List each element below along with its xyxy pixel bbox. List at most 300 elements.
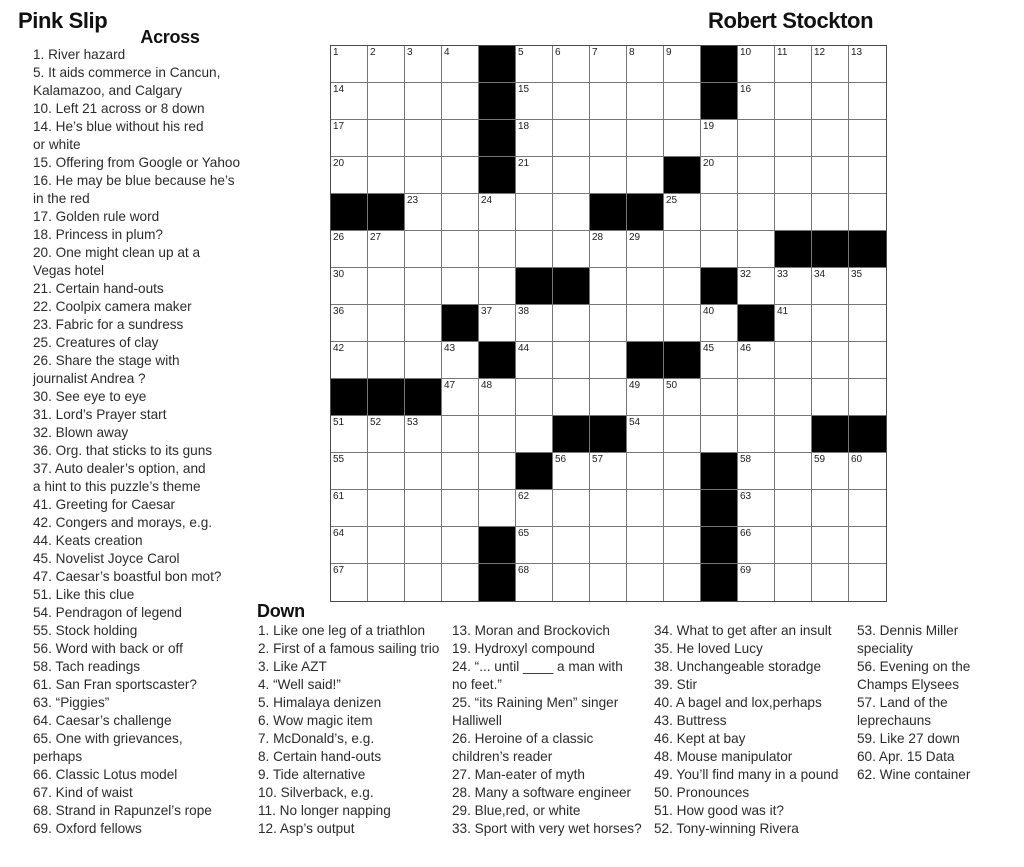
grid-cell-black-r6c14 <box>812 231 849 268</box>
grid-cell-r11c12[interactable] <box>738 416 775 453</box>
grid-cell-r15c14[interactable] <box>812 564 849 601</box>
grid-cell-r7c4[interactable] <box>442 268 479 305</box>
grid-cell-r9c14[interactable] <box>812 342 849 379</box>
down-clue-53: 53. Dennis Miller <box>857 623 959 638</box>
grid-cell-r1c10[interactable] <box>664 46 701 83</box>
grid-cell-r14c10[interactable] <box>664 527 701 564</box>
cell-number: 9 <box>666 47 672 58</box>
grid-cell-r8c11[interactable] <box>701 305 738 342</box>
down-clue-10: 10. Silverback, e.g. <box>258 785 374 800</box>
grid-cell-r6c4[interactable] <box>442 231 479 268</box>
cell-number: 30 <box>333 269 345 280</box>
grid-cell-r7c8[interactable] <box>590 268 627 305</box>
grid-cell-r12c10[interactable] <box>664 453 701 490</box>
grid-cell-r14c3[interactable] <box>405 527 442 564</box>
cell-number: 63 <box>740 491 752 502</box>
grid-cell-r12c8[interactable] <box>590 453 627 490</box>
crossword-grid <box>330 45 887 602</box>
down-clue-7: 7. McDonald’s, e.g. <box>258 731 375 746</box>
grid-cell-r12c9[interactable] <box>627 453 664 490</box>
grid-cell-r3c1[interactable] <box>331 120 368 157</box>
grid-cell-r13c5[interactable] <box>479 490 516 527</box>
down-clue-50: 50. Pronounces <box>654 785 750 800</box>
across-clue-51: 51. Like this clue <box>33 587 135 602</box>
down-clue-57-cont: leprechauns <box>857 713 932 728</box>
grid-cell-r15c13[interactable] <box>775 564 812 601</box>
grid-cell-r8c5[interactable] <box>479 305 516 342</box>
grid-cell-r5c11[interactable] <box>701 194 738 231</box>
grid-cell-r8c14[interactable] <box>812 305 849 342</box>
grid-cell-r3c13[interactable] <box>775 120 812 157</box>
grid-cell-r7c10[interactable] <box>664 268 701 305</box>
grid-cell-r10c7[interactable] <box>553 379 590 416</box>
cell-number: 10 <box>740 47 752 58</box>
grid-cell-black-r10c2 <box>368 379 405 416</box>
cell-number: 42 <box>333 343 345 354</box>
grid-cell-r12c14[interactable] <box>812 453 849 490</box>
grid-cell-r2c2[interactable] <box>368 83 405 120</box>
grid-cell-r15c9[interactable] <box>627 564 664 601</box>
grid-cell-r2c12[interactable] <box>738 83 775 120</box>
grid-cell-r13c7[interactable] <box>553 490 590 527</box>
grid-cell-r3c7[interactable] <box>553 120 590 157</box>
grid-cell-r2c7[interactable] <box>553 83 590 120</box>
grid-cell-r11c3[interactable] <box>405 416 442 453</box>
grid-cell-black-r10c1 <box>331 379 368 416</box>
grid-cell-r4c9[interactable] <box>627 157 664 194</box>
grid-cell-r4c8[interactable] <box>590 157 627 194</box>
grid-cell-black-r1c11 <box>701 46 738 83</box>
grid-cell-black-r7c7 <box>553 268 590 305</box>
grid-cell-r7c1[interactable] <box>331 268 368 305</box>
grid-cell-r5c15[interactable] <box>849 194 886 231</box>
grid-cell-r2c3[interactable] <box>405 83 442 120</box>
down-clue-12: 12. Asp’s output <box>258 821 355 836</box>
grid-cell-r1c1[interactable] <box>331 46 368 83</box>
grid-cell-r9c1[interactable] <box>331 342 368 379</box>
grid-cell-r3c4[interactable] <box>442 120 479 157</box>
cell-number: 52 <box>370 417 382 428</box>
across-clue-list <box>33 46 240 838</box>
grid-cell-r10c9[interactable] <box>627 379 664 416</box>
grid-cell-r15c10[interactable] <box>664 564 701 601</box>
cell-number: 59 <box>814 454 826 465</box>
across-clue-63: 63. “Piggies” <box>33 695 110 710</box>
grid-cell-r12c3[interactable] <box>405 453 442 490</box>
down-clue-1: 1. Like one leg of a triathlon <box>258 623 426 638</box>
grid-cell-r14c12[interactable] <box>738 527 775 564</box>
grid-cell-r1c14[interactable] <box>812 46 849 83</box>
cell-number: 28 <box>592 232 604 243</box>
grid-cell-r9c3[interactable] <box>405 342 442 379</box>
cell-number: 65 <box>518 528 530 539</box>
grid-cell-r9c11[interactable] <box>701 342 738 379</box>
grid-cell-r11c2[interactable] <box>368 416 405 453</box>
down-clue-3: 3. Like AZT <box>258 659 327 674</box>
grid-cell-r4c7[interactable] <box>553 157 590 194</box>
grid-cell-r6c8[interactable] <box>590 231 627 268</box>
down-clue-19: 19. Hydroxyl compound <box>452 641 595 656</box>
grid-cell-black-r1c5 <box>479 46 516 83</box>
grid-cell-r10c8[interactable] <box>590 379 627 416</box>
grid-cell-r13c4[interactable] <box>442 490 479 527</box>
grid-cell-r13c12[interactable] <box>738 490 775 527</box>
grid-cell-r1c13[interactable] <box>775 46 812 83</box>
grid-cell-black-r13c11 <box>701 490 738 527</box>
across-clue-5: 5. It aids commerce in Cancun, <box>33 65 221 80</box>
across-clue-20-cont: Vegas hotel <box>33 263 105 278</box>
cell-number: 54 <box>629 417 641 428</box>
grid-cell-r14c1[interactable] <box>331 527 368 564</box>
down-clue-49: 49. You’ll find many in a pound <box>654 767 839 782</box>
cell-number: 12 <box>814 47 826 58</box>
grid-cell-r11c1[interactable] <box>331 416 368 453</box>
across-clue-14: 14. He’s blue without his red <box>33 119 204 134</box>
cell-number: 27 <box>370 232 382 243</box>
grid-cell-r1c2[interactable] <box>368 46 405 83</box>
grid-cell-r10c14[interactable] <box>812 379 849 416</box>
across-clue-32: 32. Blown away <box>33 425 129 440</box>
down-clue-4: 4. “Well said!” <box>258 677 341 692</box>
across-clue-64: 64. Caesar’s challenge <box>33 713 172 728</box>
across-clue-15: 15. Offering from Google or Yahoo <box>33 155 241 170</box>
down-clue-52: 52. Tony-winning Rivera <box>654 821 799 836</box>
cell-number: 8 <box>629 47 635 58</box>
grid-cell-r3c9[interactable] <box>627 120 664 157</box>
grid-cell-r7c15[interactable] <box>849 268 886 305</box>
grid-cell-r15c8[interactable] <box>590 564 627 601</box>
grid-cell-r9c13[interactable] <box>775 342 812 379</box>
down-clue-40: 40. A bagel and lox,perhaps <box>654 695 822 710</box>
grid-cell-r1c3[interactable] <box>405 46 442 83</box>
grid-cell-r6c5[interactable] <box>479 231 516 268</box>
grid-cell-r13c2[interactable] <box>368 490 405 527</box>
grid-cell-r9c15[interactable] <box>849 342 886 379</box>
down-clue-56-cont: Champs Elysees <box>857 677 959 692</box>
grid-cell-r11c11[interactable] <box>701 416 738 453</box>
grid-cell-r6c1[interactable] <box>331 231 368 268</box>
down-clue-13: 13. Moran and Brockovich <box>452 623 610 638</box>
cell-number: 21 <box>518 158 530 169</box>
grid-cell-r3c10[interactable] <box>664 120 701 157</box>
cell-number: 37 <box>481 306 493 317</box>
across-clue-23: 23. Fabric for a sundress <box>33 317 184 332</box>
grid-cell-r12c4[interactable] <box>442 453 479 490</box>
grid-cell-r1c8[interactable] <box>590 46 627 83</box>
grid-cell-r9c7[interactable] <box>553 342 590 379</box>
grid-cell-r13c10[interactable] <box>664 490 701 527</box>
grid-cell-r2c1[interactable] <box>331 83 368 120</box>
grid-cell-r15c4[interactable] <box>442 564 479 601</box>
across-clue-5-cont: Kalamazoo, and Calgary <box>33 83 182 98</box>
grid-cell-r6c9[interactable] <box>627 231 664 268</box>
grid-cell-r15c6[interactable] <box>516 564 553 601</box>
grid-cell-r12c2[interactable] <box>368 453 405 490</box>
grid-cell-r7c5[interactable] <box>479 268 516 305</box>
grid-cell-r14c7[interactable] <box>553 527 590 564</box>
grid-cell-r10c15[interactable] <box>849 379 886 416</box>
grid-cell-r12c7[interactable] <box>553 453 590 490</box>
grid-cell-r5c7[interactable] <box>553 194 590 231</box>
grid-cell-r2c15[interactable] <box>849 83 886 120</box>
grid-cell-r10c12[interactable] <box>738 379 775 416</box>
grid-cell-r3c8[interactable] <box>590 120 627 157</box>
grid-cell-r10c5[interactable] <box>479 379 516 416</box>
across-clue-54: 54. Pendragon of legend <box>33 605 182 620</box>
grid-cell-r8c13[interactable] <box>775 305 812 342</box>
down-clue-39: 39. Stir <box>654 677 698 692</box>
grid-cell-black-r5c1 <box>331 194 368 231</box>
across-clue-20: 20. One might clean up at a <box>33 245 201 260</box>
grid-cell-r11c6[interactable] <box>516 416 553 453</box>
grid-cell-r8c6[interactable] <box>516 305 553 342</box>
grid-cell-r5c13[interactable] <box>775 194 812 231</box>
cell-number: 20 <box>333 158 345 169</box>
grid-cell-r7c3[interactable] <box>405 268 442 305</box>
grid-cell-black-r14c5 <box>479 527 516 564</box>
grid-cell-r6c10[interactable] <box>664 231 701 268</box>
grid-cell-black-r4c10 <box>664 157 701 194</box>
grid-cell-r10c6[interactable] <box>516 379 553 416</box>
grid-cell-r2c4[interactable] <box>442 83 479 120</box>
cell-number: 45 <box>703 343 715 354</box>
grid-cell-r8c8[interactable] <box>590 305 627 342</box>
down-clue-26: 26. Heroine of a classic <box>452 731 594 746</box>
grid-cell-r9c2[interactable] <box>368 342 405 379</box>
grid-cell-r4c6[interactable] <box>516 157 553 194</box>
grid-cell-r2c13[interactable] <box>775 83 812 120</box>
grid-cell-black-r11c14 <box>812 416 849 453</box>
grid-cell-black-r5c8 <box>590 194 627 231</box>
cell-number: 50 <box>666 380 678 391</box>
grid-cell-r9c8[interactable] <box>590 342 627 379</box>
grid-cell-r4c15[interactable] <box>849 157 886 194</box>
grid-cell-r2c9[interactable] <box>627 83 664 120</box>
grid-cell-r6c11[interactable] <box>701 231 738 268</box>
grid-cell-r2c8[interactable] <box>590 83 627 120</box>
grid-cell-r2c14[interactable] <box>812 83 849 120</box>
across-header: Across <box>140 27 200 47</box>
grid-cell-r4c14[interactable] <box>812 157 849 194</box>
grid-cell-r7c9[interactable] <box>627 268 664 305</box>
down-clue-26-cont: children’s reader <box>452 749 553 764</box>
cell-number: 67 <box>333 565 345 576</box>
grid-cell-r5c10[interactable] <box>664 194 701 231</box>
grid-cell-r8c10[interactable] <box>664 305 701 342</box>
grid-cell-r15c1[interactable] <box>331 564 368 601</box>
grid-cell-r1c12[interactable] <box>738 46 775 83</box>
down-clue-list-col1 <box>258 622 439 838</box>
across-clue-26: 26. Share the stage with <box>33 353 180 368</box>
down-header: Down <box>257 601 305 621</box>
cell-number: 16 <box>740 84 752 95</box>
grid-cell-r14c14[interactable] <box>812 527 849 564</box>
grid-cell-black-r6c15 <box>849 231 886 268</box>
grid-cell-r14c13[interactable] <box>775 527 812 564</box>
grid-cell-r1c6[interactable] <box>516 46 553 83</box>
grid-cell-r11c13[interactable] <box>775 416 812 453</box>
grid-cell-black-r12c6 <box>516 453 553 490</box>
grid-cell-r3c11[interactable] <box>701 120 738 157</box>
grid-cell-r11c9[interactable] <box>627 416 664 453</box>
grid-cell-r15c2[interactable] <box>368 564 405 601</box>
across-clue-14-cont: or white <box>33 137 81 152</box>
grid-cell-r3c6[interactable] <box>516 120 553 157</box>
grid-cell-r1c15[interactable] <box>849 46 886 83</box>
cell-number: 17 <box>333 121 345 132</box>
cell-number: 66 <box>740 528 752 539</box>
grid-cell-r4c4[interactable] <box>442 157 479 194</box>
grid-cell-r6c7[interactable] <box>553 231 590 268</box>
grid-cell-r13c3[interactable] <box>405 490 442 527</box>
grid-cell-r3c14[interactable] <box>812 120 849 157</box>
grid-cell-r13c6[interactable] <box>516 490 553 527</box>
across-clue-21: 21. Certain hand-outs <box>33 281 164 296</box>
grid-cell-r12c15[interactable] <box>849 453 886 490</box>
grid-cell-r14c8[interactable] <box>590 527 627 564</box>
grid-cell-r4c3[interactable] <box>405 157 442 194</box>
grid-cell-r1c9[interactable] <box>627 46 664 83</box>
grid-cell-r14c4[interactable] <box>442 527 479 564</box>
grid-cell-r4c1[interactable] <box>331 157 368 194</box>
grid-cell-r9c4[interactable] <box>442 342 479 379</box>
cell-number: 40 <box>703 306 715 317</box>
grid-cell-r3c12[interactable] <box>738 120 775 157</box>
grid-cell-r2c6[interactable] <box>516 83 553 120</box>
down-clue-28: 28. Many a software engineer <box>452 785 632 800</box>
grid-cell-r12c1[interactable] <box>331 453 368 490</box>
cell-number: 49 <box>629 380 641 391</box>
across-clue-26-cont: journalist Andrea ? <box>33 371 146 386</box>
cell-number: 25 <box>666 195 678 206</box>
grid-cell-r12c12[interactable] <box>738 453 775 490</box>
down-clue-25-cont: Halliwell <box>452 713 502 728</box>
cell-number: 20 <box>703 158 715 169</box>
grid-cell-r3c15[interactable] <box>849 120 886 157</box>
down-clue-34: 34. What to get after an insult <box>654 623 832 638</box>
grid-cell-r14c2[interactable] <box>368 527 405 564</box>
grid-cell-r10c13[interactable] <box>775 379 812 416</box>
grid-cell-r15c12[interactable] <box>738 564 775 601</box>
grid-cell-r13c1[interactable] <box>331 490 368 527</box>
grid-cell-r4c2[interactable] <box>368 157 405 194</box>
grid-cell-r1c4[interactable] <box>442 46 479 83</box>
grid-cell-r13c14[interactable] <box>812 490 849 527</box>
grid-cell-r3c2[interactable] <box>368 120 405 157</box>
grid-cell-r5c5[interactable] <box>479 194 516 231</box>
down-clue-53-cont: speciality <box>857 641 913 656</box>
grid-cell-r11c4[interactable] <box>442 416 479 453</box>
grid-cell-r14c9[interactable] <box>627 527 664 564</box>
grid-cell-r8c3[interactable] <box>405 305 442 342</box>
grid-cell-r13c9[interactable] <box>627 490 664 527</box>
down-clue-60: 60. Apr. 15 Data <box>857 749 955 764</box>
grid-cell-r7c12[interactable] <box>738 268 775 305</box>
grid-cell-black-r8c12 <box>738 305 775 342</box>
grid-cell-r5c4[interactable] <box>442 194 479 231</box>
grid-cell-r9c12[interactable] <box>738 342 775 379</box>
across-clue-56: 56. Word with back or off <box>33 641 183 656</box>
cell-number: 56 <box>555 454 567 465</box>
down-clue-59: 59. Like 27 down <box>857 731 960 746</box>
down-clue-27: 27. Man-eater of myth <box>452 767 585 782</box>
grid-cell-r6c12[interactable] <box>738 231 775 268</box>
grid-cell-r14c6[interactable] <box>516 527 553 564</box>
grid-cell-r12c5[interactable] <box>479 453 516 490</box>
cell-number: 35 <box>851 269 863 280</box>
cell-number: 6 <box>555 47 561 58</box>
grid-cell-r9c6[interactable] <box>516 342 553 379</box>
cell-number: 29 <box>629 232 641 243</box>
grid-cell-r1c7[interactable] <box>553 46 590 83</box>
grid-cell-r4c13[interactable] <box>775 157 812 194</box>
grid-cell-r7c2[interactable] <box>368 268 405 305</box>
grid-cell-r11c10[interactable] <box>664 416 701 453</box>
grid-cell-r15c3[interactable] <box>405 564 442 601</box>
grid-cell-r14c15[interactable] <box>849 527 886 564</box>
grid-cell-r8c1[interactable] <box>331 305 368 342</box>
grid-cell-r10c4[interactable] <box>442 379 479 416</box>
grid-cell-r10c10[interactable] <box>664 379 701 416</box>
grid-cell-r11c5[interactable] <box>479 416 516 453</box>
grid-cell-r13c15[interactable] <box>849 490 886 527</box>
grid-cell-r15c15[interactable] <box>849 564 886 601</box>
grid-cell-r5c6[interactable] <box>516 194 553 231</box>
cell-number: 61 <box>333 491 345 502</box>
across-clue-58: 58. Tach readings <box>33 659 141 674</box>
grid-cell-r5c3[interactable] <box>405 194 442 231</box>
across-clue-47: 47. Caesar’s boastful bon mot? <box>33 569 222 584</box>
cell-number: 24 <box>481 195 493 206</box>
across-clue-17: 17. Golden rule word <box>33 209 160 224</box>
grid-cell-r6c6[interactable] <box>516 231 553 268</box>
grid-cell-r13c8[interactable] <box>590 490 627 527</box>
across-clue-31: 31. Lord’s Prayer start <box>33 407 167 422</box>
cell-number: 23 <box>407 195 419 206</box>
grid-cell-r8c7[interactable] <box>553 305 590 342</box>
grid-cell-black-r9c9 <box>627 342 664 379</box>
cell-number: 2 <box>370 47 376 58</box>
grid-cell-r10c11[interactable] <box>701 379 738 416</box>
puzzle-author: Robert Stockton <box>708 8 874 33</box>
grid-cell-r8c9[interactable] <box>627 305 664 342</box>
grid-cell-r13c13[interactable] <box>775 490 812 527</box>
grid-cell-r3c3[interactable] <box>405 120 442 157</box>
grid-cell-r7c13[interactable] <box>775 268 812 305</box>
grid-cell-r6c2[interactable] <box>368 231 405 268</box>
grid-cell-r15c7[interactable] <box>553 564 590 601</box>
cell-number: 13 <box>851 47 863 58</box>
grid-cell-r2c10[interactable] <box>664 83 701 120</box>
grid-cell-r8c15[interactable] <box>849 305 886 342</box>
cell-number: 68 <box>518 565 530 576</box>
down-clue-46: 46. Kept at bay <box>654 731 746 746</box>
cell-number: 11 <box>777 47 788 58</box>
down-clue-43: 43. Buttress <box>654 713 727 728</box>
grid-cell-r7c14[interactable] <box>812 268 849 305</box>
grid-cell-r6c3[interactable] <box>405 231 442 268</box>
grid-cell-r4c11[interactable] <box>701 157 738 194</box>
grid-cell-black-r11c8 <box>590 416 627 453</box>
grid-cell-r5c12[interactable] <box>738 194 775 231</box>
cell-number: 44 <box>518 343 530 354</box>
down-clue-5: 5. Himalaya denizen <box>258 695 382 710</box>
grid-cell-r8c2[interactable] <box>368 305 405 342</box>
grid-cell-r12c13[interactable] <box>775 453 812 490</box>
grid-cell-r5c14[interactable] <box>812 194 849 231</box>
grid-cell-r4c12[interactable] <box>738 157 775 194</box>
cell-number: 33 <box>777 269 789 280</box>
